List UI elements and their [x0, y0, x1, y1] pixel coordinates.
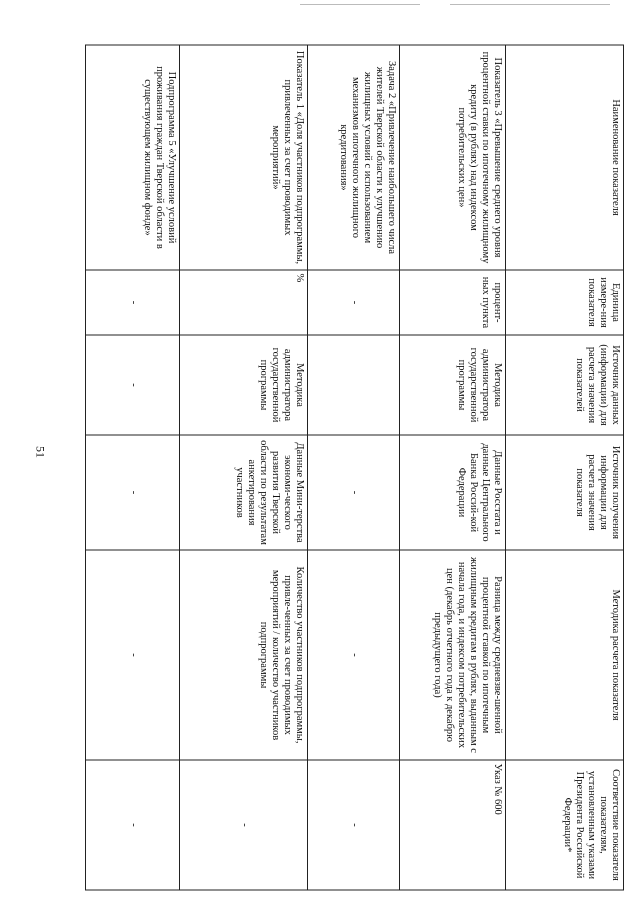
header-unit: Единица измере-ния показателя [506, 270, 624, 335]
cell-name: Задача 2 «Привлечение наибольшего числа жителей Тверской области к улучшению жилищных условий с использованием механизмов ипотечного жилищного кредитования» [308, 45, 400, 270]
cell-unit: процент-ных пункта [400, 270, 506, 335]
header-row [506, 45, 624, 890]
cell-unit: - [86, 270, 180, 335]
header-info-source: Источник получения информации для расчета значения показателя [506, 435, 624, 550]
header-data-source: Источник данных (информации) для расчета значения показателей [506, 335, 624, 435]
cell-data-source: Методика администратора государственной программы [180, 335, 308, 435]
cell-method: Количество участников подпрограммы, привле-ченных за счет проводимых мероприятий / количество участников подпрограммы [180, 550, 308, 760]
table-container [86, 44, 624, 889]
cell-info-source: Данные Мини-терства экономи-ческого развития Тверской области по результатам анкетирования участников [180, 435, 308, 550]
scan-mark [300, 4, 420, 5]
cell-method: - [86, 550, 180, 760]
cell-unit: - [308, 270, 400, 335]
cell-method: - [308, 550, 400, 760]
header-name: Наименование показателя [506, 45, 624, 270]
cell-name: Показатель 3 «Превышение среднего уровня процентной ставки по ипотечному жилищному кредиту (в рублях) над индексом потребительских цен» [400, 45, 506, 270]
page-number: 51 [33, 446, 48, 458]
cell-name: Показатель 1 «Доля участников подпрограммы, привлеченных за счет проводимых мероприятий» [180, 45, 308, 270]
indicators-table [85, 44, 624, 890]
cell-data-source: Методика администратора государственной программы [400, 335, 506, 435]
header-method: Методика расчета показателя [506, 550, 624, 760]
scan-mark [450, 4, 610, 5]
rotated-table [86, 44, 624, 889]
cell-name: Подпрограмма 5 «Улучшение условий проживания граждан Тверской области в существующем жилищном фонде» [86, 45, 180, 270]
cell-compliance: - [86, 760, 180, 890]
cell-info-source: - [308, 435, 400, 550]
cell-compliance: - [308, 760, 400, 890]
cell-compliance: - [180, 760, 308, 890]
table-row [308, 45, 400, 890]
cell-info-source: Данные Росстата и данные Центрального Банка Россий-кой Федерации [400, 435, 506, 550]
cell-data-source [308, 335, 400, 435]
cell-info-source: - [86, 435, 180, 550]
cell-compliance: Указ № 600 [400, 760, 506, 890]
table-row [400, 45, 506, 890]
header-compliance: Соответствие показателя показателям, установленным указами Президента Российской Федерации* [506, 760, 624, 890]
cell-data-source: - [86, 335, 180, 435]
table-row [86, 45, 180, 890]
cell-unit: % [180, 270, 308, 335]
cell-method: Разница между средневзве-шенной процентной ставкой по ипотечным жилищным кредитам в рублях, выданным с начала года, и индексом потребительских цен (декабрь отчетного года к декабрю предыдущего года) [400, 550, 506, 760]
table-row [180, 45, 308, 890]
